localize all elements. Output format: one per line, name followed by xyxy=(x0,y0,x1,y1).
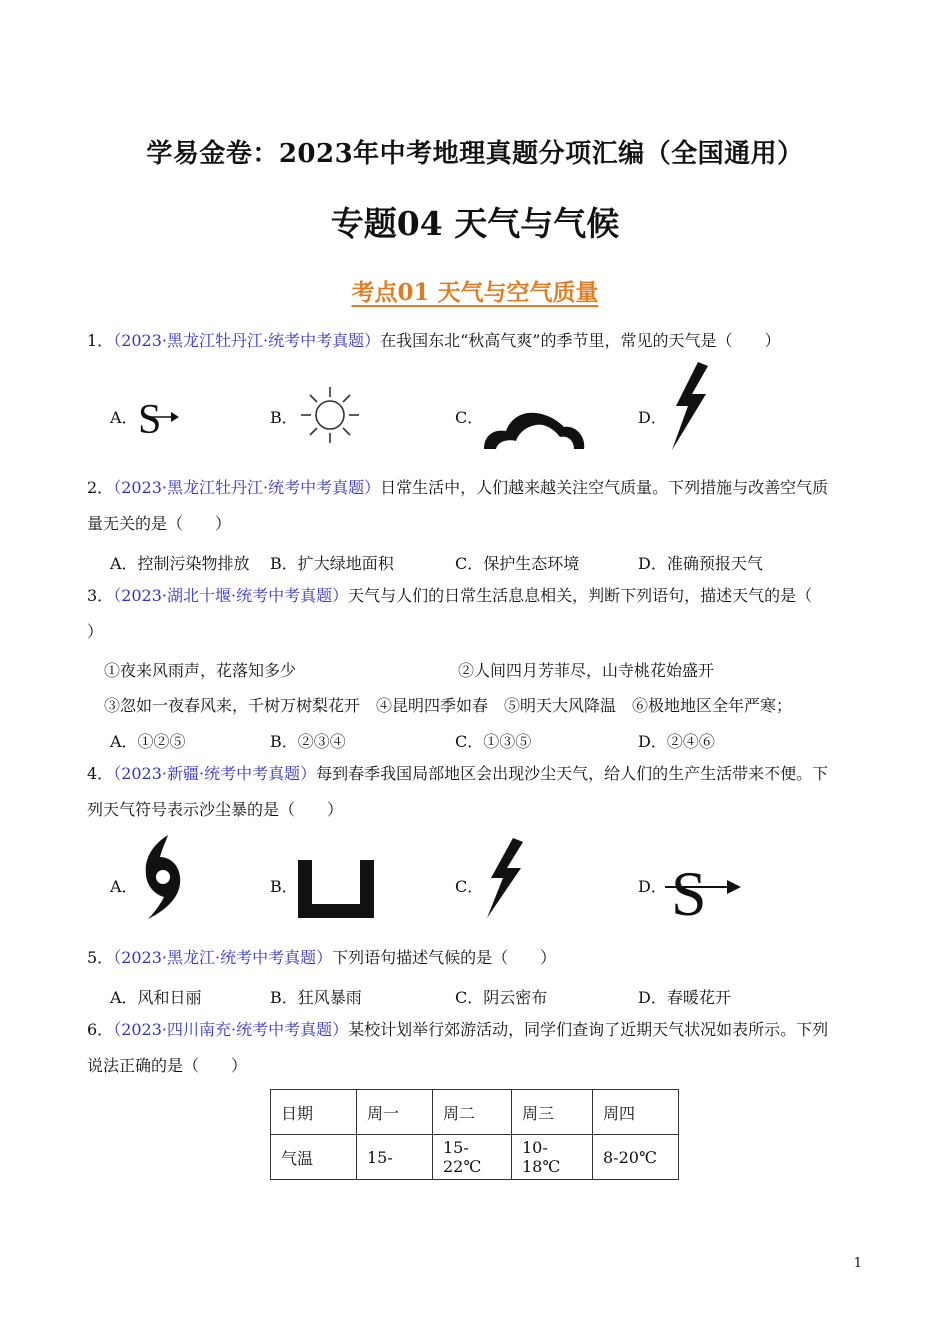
question-2 xyxy=(87,470,867,506)
option-a: A． xyxy=(110,408,138,427)
option-d: D．春暖花开 xyxy=(638,988,731,1007)
question-number: 5． xyxy=(87,948,114,967)
table-header-cell: 周三 xyxy=(512,1090,593,1135)
question-source: （2023·湖北十堰·统考中考真题） xyxy=(113,586,349,605)
option-c: C．阴云密布 xyxy=(455,988,548,1007)
option-b: B． xyxy=(270,877,298,896)
question-1 xyxy=(87,323,867,359)
svg-text:S: S xyxy=(671,858,707,929)
floating-dust-symbol-icon xyxy=(296,860,376,920)
sandstorm-symbol-icon xyxy=(135,395,180,443)
option-a: A．控制污染物排放 xyxy=(110,554,250,573)
question-2-cont: 量无关的是（ ） xyxy=(87,514,232,533)
question-source: （2023·黑龙江牡丹江·统考中考真题） xyxy=(113,478,381,497)
section-heading xyxy=(0,274,950,307)
table-cell: 15-22℃ xyxy=(433,1135,512,1180)
question-4 xyxy=(87,756,867,792)
question-number: 1． xyxy=(87,331,114,350)
lightning-symbol-icon xyxy=(483,838,525,920)
table-cell: 10-18℃ xyxy=(512,1135,593,1180)
question-text: 每到春季我国局部地区会出现沙尘天气，给人们的生产生活带来不便。下 xyxy=(316,764,829,783)
option-d: D． xyxy=(638,408,667,427)
table-row xyxy=(271,1135,679,1180)
question-number: 2． xyxy=(87,478,114,497)
typhoon-symbol-icon xyxy=(138,835,186,919)
table-header-cell: 周一 xyxy=(357,1090,433,1135)
lightning-symbol-icon xyxy=(668,362,710,452)
svg-text:S: S xyxy=(138,397,162,443)
table-header-cell: 周四 xyxy=(593,1090,679,1135)
cloudy-symbol-icon xyxy=(480,405,588,453)
table-cell: 15- xyxy=(357,1135,433,1180)
section-heading-text: 考点01 天气与空气质量 xyxy=(351,279,599,306)
question-3-cont: ） xyxy=(87,622,104,641)
table-header-cell: 日期 xyxy=(271,1090,357,1135)
question-6 xyxy=(87,1012,867,1048)
option-d: D．准确预报天气 xyxy=(638,554,763,573)
statement-1: ①夜来风雨声，花落知多少 xyxy=(104,661,297,680)
question-4-cont: 列天气符号表示沙尘暴的是（ ） xyxy=(87,800,344,819)
table-header-cell: 周二 xyxy=(433,1090,512,1135)
statement-2: ②人间四月芳菲尽，山寺桃花始盛开 xyxy=(458,661,715,680)
option-b: B．狂风暴雨 xyxy=(270,988,362,1007)
page-number: 1 xyxy=(853,1256,862,1271)
table-header-row xyxy=(271,1090,679,1135)
option-c: C． xyxy=(455,408,484,427)
option-b: B． xyxy=(270,408,298,427)
option-a: A．①②⑤ xyxy=(110,732,186,751)
option-c: C．保护生态环境 xyxy=(455,554,580,573)
question-text: 下列语句描述气候的是（ ） xyxy=(332,948,557,967)
statements-3-6: ③忽如一夜春风来，千树万树梨花开 ④昆明四季如春 ⑤明天大风降温 ⑥极地地区全年严寒； xyxy=(104,696,793,715)
weather-table xyxy=(270,1089,679,1180)
question-number: 6． xyxy=(87,1020,114,1039)
question-number: 4． xyxy=(87,764,114,783)
question-source: （2023·黑龙江·统考中考真题） xyxy=(113,948,333,967)
option-a: A．风和日丽 xyxy=(110,988,202,1007)
option-c: C． xyxy=(455,877,484,896)
question-text: 在我国东北“秋高气爽”的季节里，常见的天气是（ ） xyxy=(380,331,781,350)
option-b: B．扩大绿地面积 xyxy=(270,554,394,573)
sunny-symbol-icon xyxy=(297,385,363,445)
question-3 xyxy=(87,578,867,614)
question-source: （2023·四川南充·统考中考真题） xyxy=(113,1020,349,1039)
document-title: 学易金卷：2023年中考地理真题分项汇编（全国通用） xyxy=(146,139,804,169)
question-text: 天气与人们的日常生活息息相关，判断下列语句，描述天气的是（ xyxy=(348,586,813,605)
table-cell: 气温 xyxy=(271,1135,357,1180)
question-text: 日常生活中，人们越来越关注空气质量。下列措施与改善空气质 xyxy=(380,478,829,497)
question-text: 某校计划举行郊游活动，同学们查询了近期天气状况如表所示。下列 xyxy=(348,1020,829,1039)
option-c: C．①③⑤ xyxy=(455,732,532,751)
table-cell: 8-20℃ xyxy=(593,1135,679,1180)
question-6-cont: 说法正确的是（ ） xyxy=(87,1056,248,1075)
option-a: A． xyxy=(110,877,138,896)
question-source: （2023·黑龙江牡丹江·统考中考真题） xyxy=(113,331,381,350)
topic-title: 专题04 天气与气候 xyxy=(330,204,620,243)
question-source: （2023·新疆·统考中考真题） xyxy=(113,764,317,783)
option-d: D．②④⑥ xyxy=(638,732,715,751)
question-number: 3． xyxy=(87,586,114,605)
option-b: B．②③④ xyxy=(270,732,346,751)
sandstorm-symbol-icon xyxy=(665,855,743,929)
option-d: D． xyxy=(638,877,667,896)
question-5 xyxy=(87,940,867,976)
